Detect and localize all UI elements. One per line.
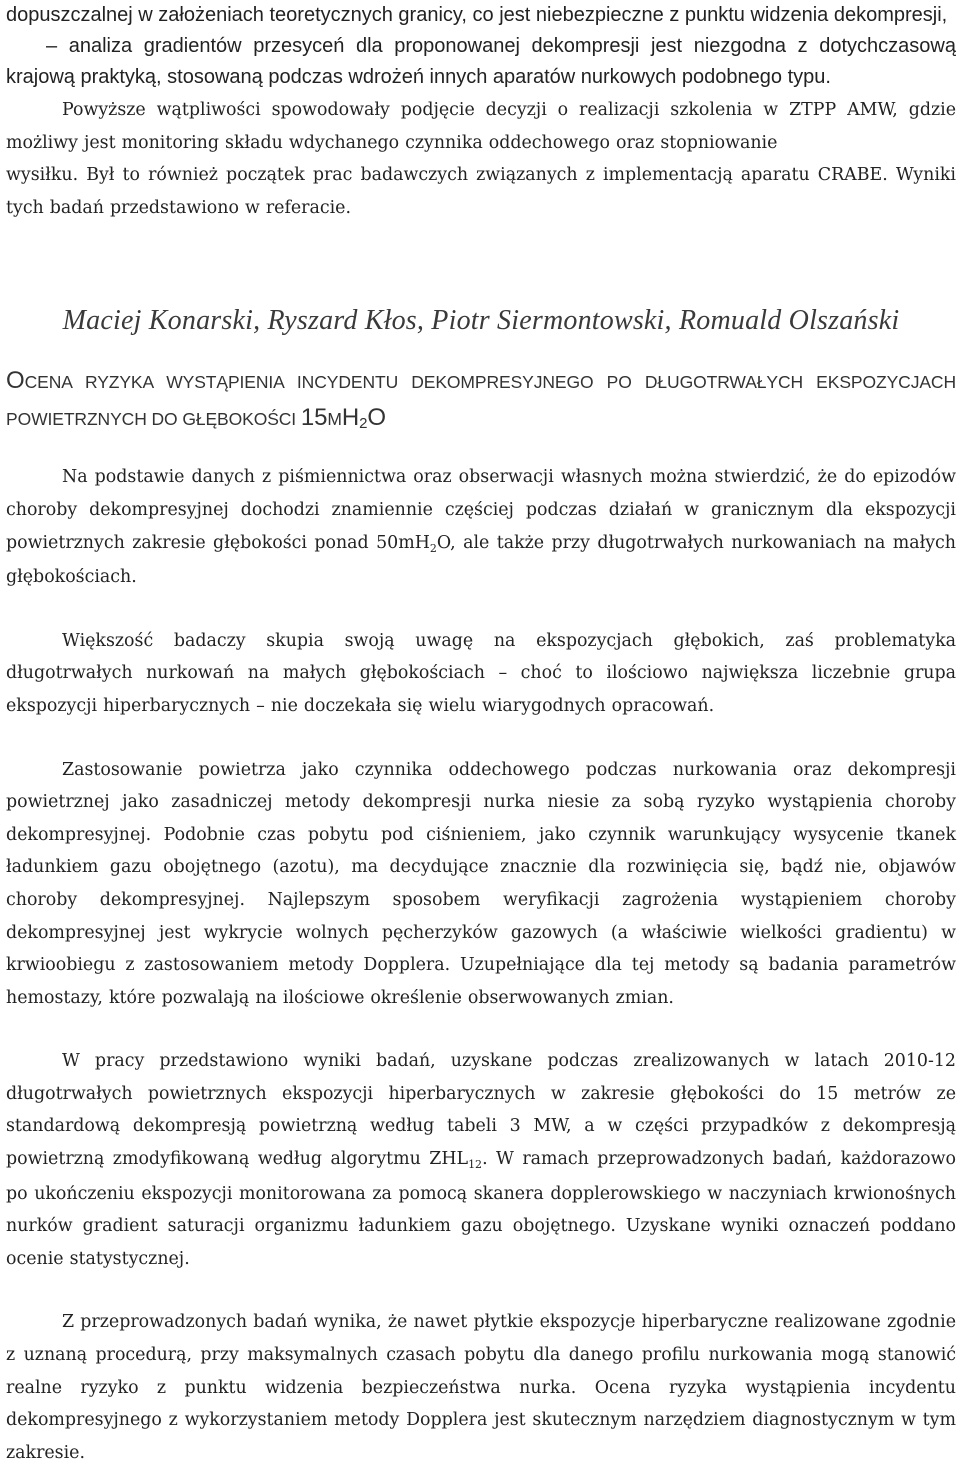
- abstract-paragraph-2: Większość badaczy skupia swoją uwagę na ekspozycjach głębokich, zaś problematyka długotrwałych nurkowań na małych głębokościach – choć to ilościowo największa liczebnie grupa ekspozycji hiperbarycznych – nie doczekała się wielu wiarygodnych opracowań.: [6, 630, 956, 716]
- title-unit-subscript: 2: [359, 415, 368, 433]
- intro-paragraph: [6, 94, 956, 224]
- paragraph-1-text-a: Na podstawie danych z piśmiennictwa oraz obserwacji własnych można stwierdzić, że do epizodów choroby dekompresyjnej dochodzi znamiennie częściej podczas działań w granicznym dla ekspozycji powietrznych zakresie głębokości ponad 50mH: [6, 467, 956, 553]
- paragraph-4-subscript: 12: [468, 1158, 483, 1172]
- article-authors: Maciej Konarski, Ryszard Kłos, Piotr Siermontowski, Romuald Olszański: [62, 305, 900, 337]
- title-unit-m: M: [327, 409, 342, 430]
- title-unit-o: O: [367, 404, 386, 432]
- document-page: [6, 0, 956, 1469]
- paragraph-4-text-b: . W ramach przeprowadzonych badań, każdorazowo po ukończeniu ekspozycji monitorowana za pomocą skanera dopplerowskiego w naczyniach krwionośnych nurków gradient saturacji organizmu ładunkiem gazu obojętnego. Uzyskane wyniki oznaczeń poddano ocenie statystycznej.: [6, 1149, 956, 1269]
- intro-paragraph-sans-part: Powyższe wątpliwości spowodowały podjęcie decyzji o realizacji szkolenia w ZTPP AMW, gdzie możliwy jest monitoring składu wdychanego czynnika oddechowego oraz stopniowanie: [6, 100, 956, 153]
- paragraph-4-text-a: W pracy przedstawiono wyniki badań, uzyskane podczas zrealizowanych w latach 2010-12 długotrwałych powietrznych ekspozycji hiperbarycznych w zakresie głębokości do 15 metrów ze standardową dekompresją powietrzną według tabeli 3 MW, a w części przypadków z dekompresją powietrzną zmodyfikowaną według algorytmu ZHL: [6, 1051, 956, 1170]
- title-unit-h: H: [341, 404, 360, 432]
- abstract-paragraph-5: Z przeprowadzonych badań wynika, że nawet płytkie ekspozycje hiperbaryczne realizowane zgodnie z uznaną procedurą, przy maksymalnych czasach pobytu dla danego profilu nurkowania mogą stanowić realne ryzyko z punktu widzenia bezpieczeństwa nurka. Ocena ryzyka wystąpienia incydentu dekompresyjnego z wykorzystaniem metody Dopplera jest skutecznym narzędziem diagnostycznym w tym zakresie.: [6, 1312, 956, 1463]
- intro-bullet-item: – analiza gradientów przesyceń dla proponowanej dekompresji jest niezgodna z dotychczasową krajową praktyką, stosowaną podczas wdrożeń innych aparatów nurkowych podobnego typu.: [6, 35, 956, 88]
- paragraph-1-text-b: O, ale także przy długotrwałych nurkowaniach na małych głębokościach.: [6, 532, 956, 588]
- title-initial: O: [6, 367, 25, 395]
- abstract-paragraph-3: Zastosowanie powietrza jako czynnika oddechowego podczas nurkowania oraz dekompresji powietrznej jako zasadniczej metody dekompresji nurka niesie za sobą ryzyko wystąpienia choroby dekompresyjnej. Podobnie czas pobytu pod ciśnieniem, jako czynnik warunkujący wysycenie tkanek ładunkiem gazu obojętnego (azotu), ma decydujące znacznie dla rozwinięcia się, bądź nie, objawów choroby dekompresyjnej. Najlepszym sposobem weryfikacji zagrożenia wystąpieniem choroby dekompresyjnej jest wykrycie wolnych pęcherzyków gazowych (a właściwie wielkości gradientu) w krwioobiegu z zastosowaniem metody Dopplera. Uzupełniające dla tej metody są badania parametrów hemostazy, które pozwalają na ilościowe określenie obserwowanych zmian.: [6, 759, 956, 1008]
- paragraph-1-subscript: 2: [429, 541, 437, 555]
- intro-paragraph-serif-part: wysiłku. Był to również początek prac badawczych związanych z implementacją aparatu CRABE. Wyniki tych badań przedstawiono w referacie.: [6, 165, 956, 218]
- intro-continuation: dopuszczalnej w założeniach teoretycznych granicy, co jest niebezpieczne z punktu widzenia dekompresji,: [6, 4, 948, 26]
- abstract-paragraph-1: [6, 461, 956, 593]
- title-depth-number: 15: [300, 404, 328, 432]
- title-text: CENA RYZYKA WYSTĄPIENIA INCYDENTU DEKOMPRESYJNEGO PO DŁUGOTRWAŁYCH EKSPOZYCJACH POWIETRZNYCH DO GŁĘBOKOŚCI: [6, 372, 956, 430]
- article-title: [6, 363, 956, 439]
- abstract-paragraph-4: [6, 1045, 956, 1275]
